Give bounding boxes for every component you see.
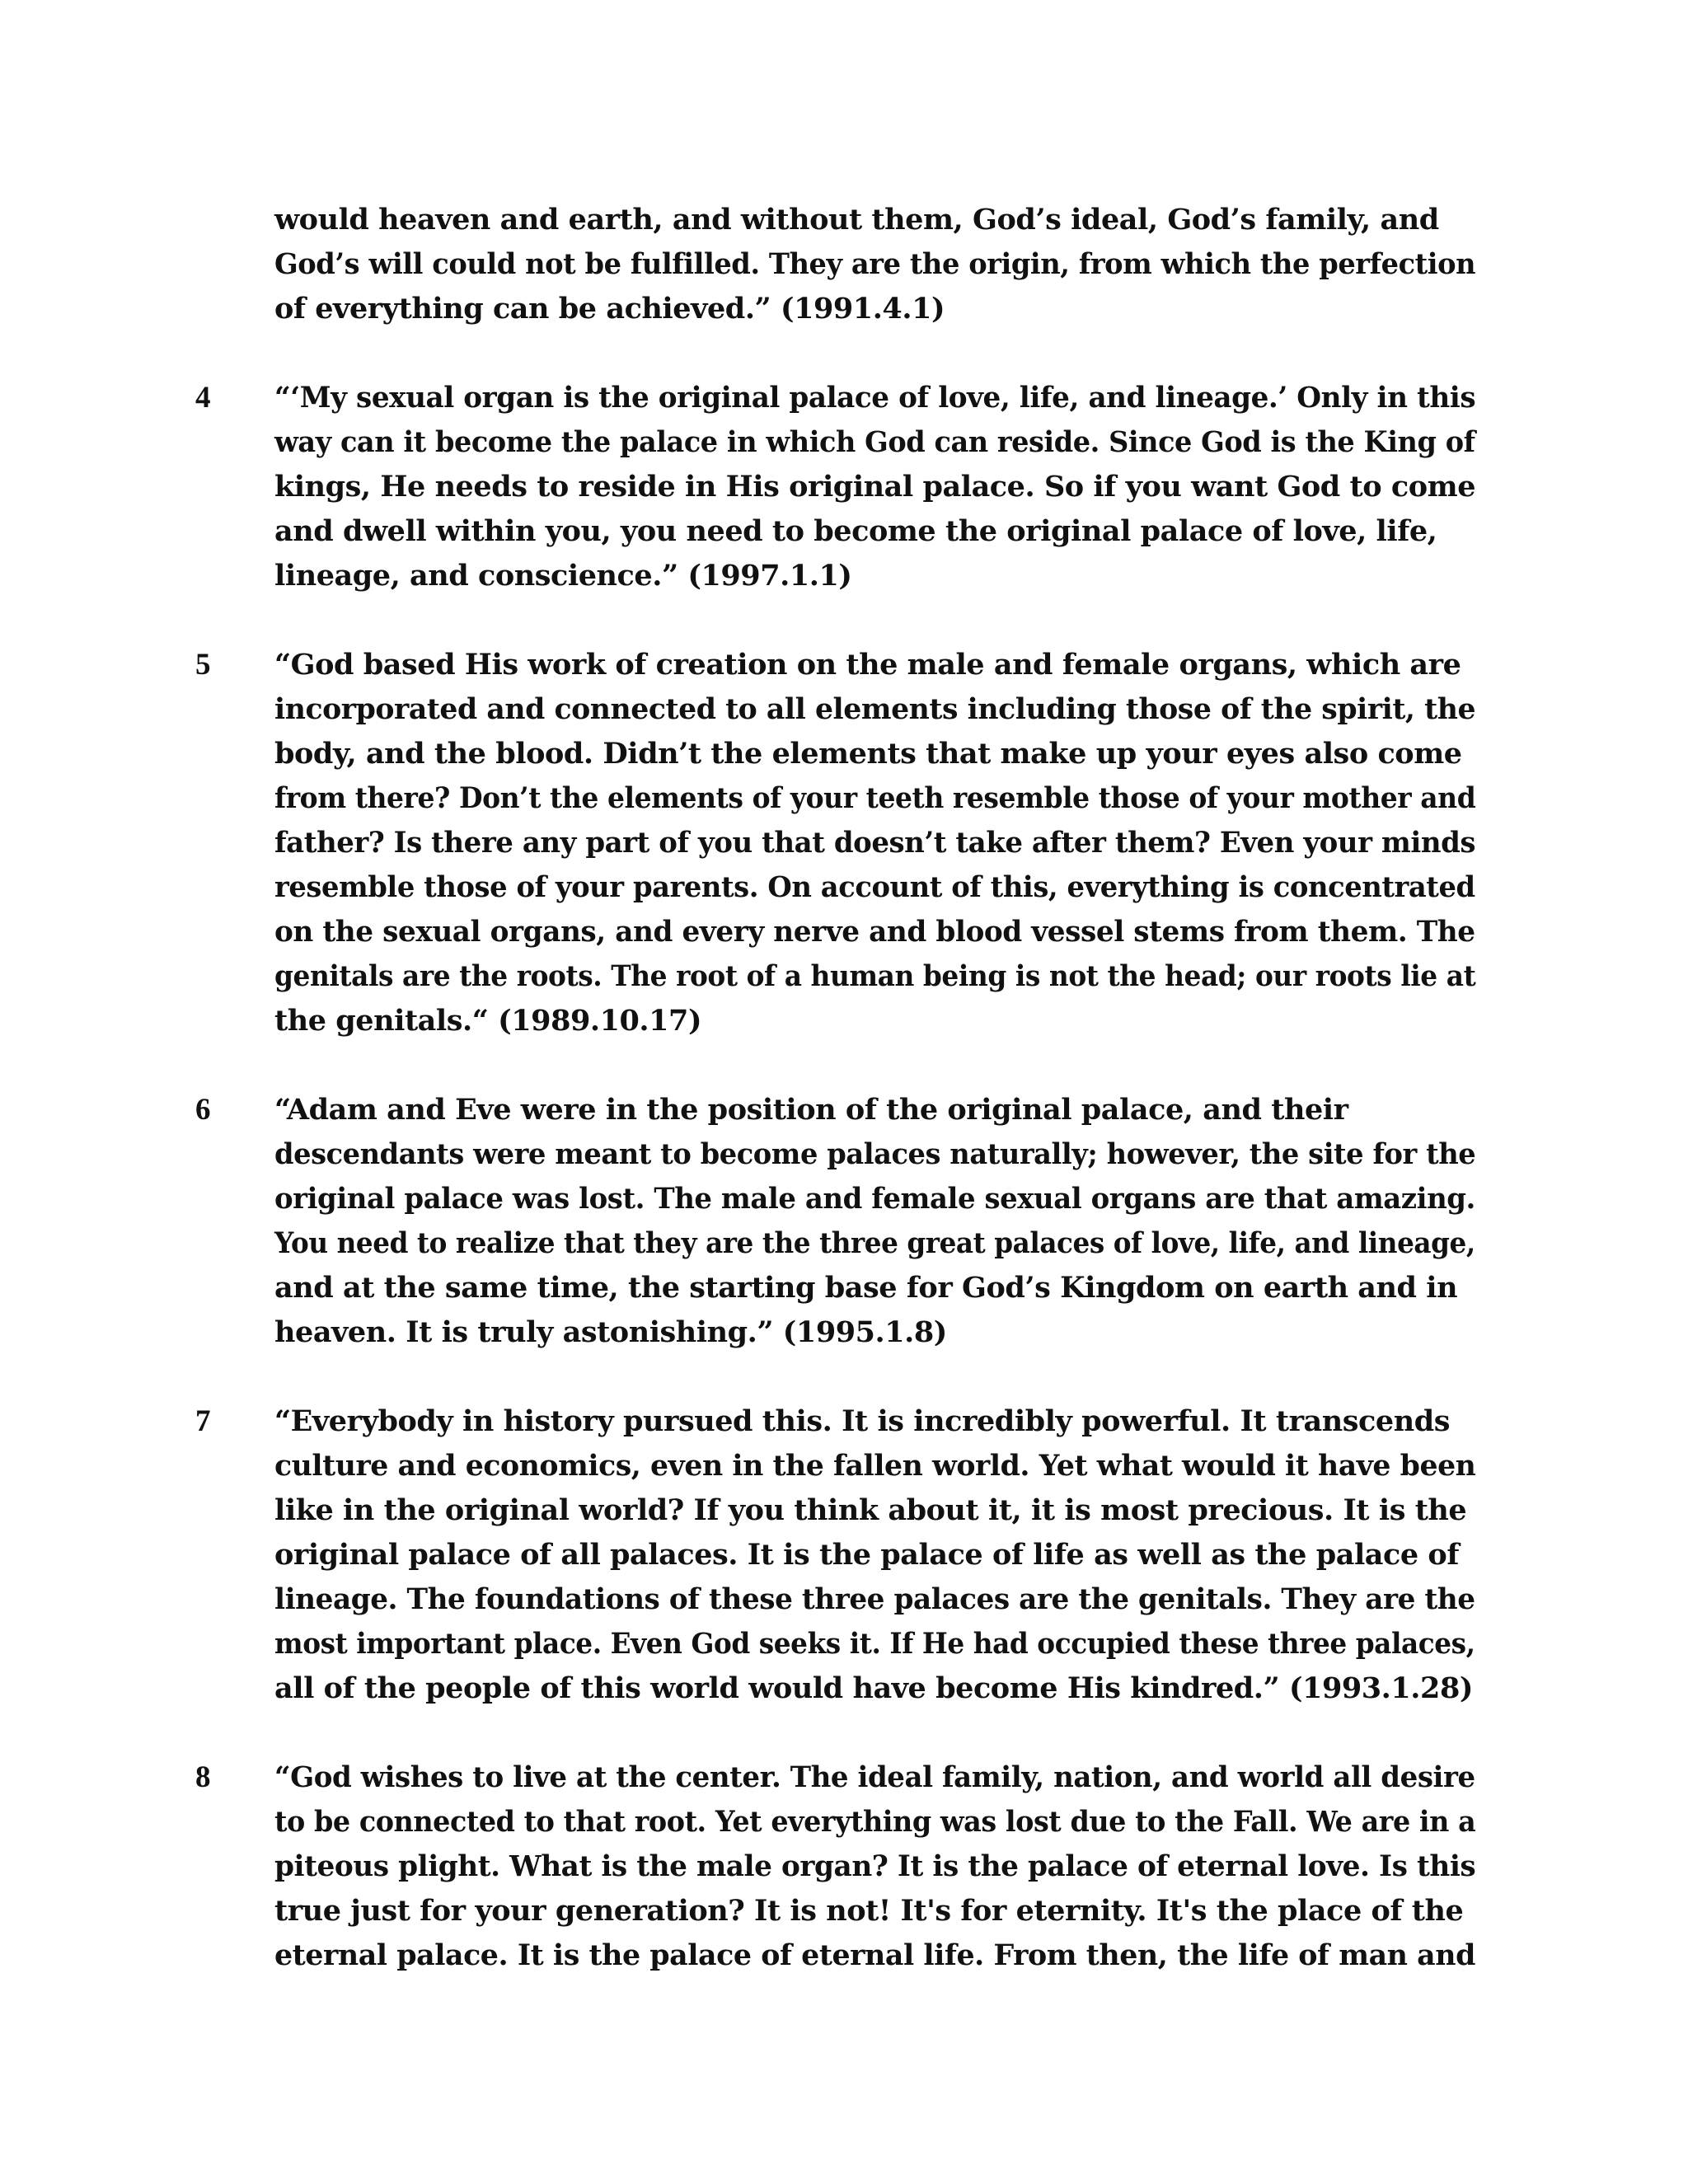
paragraph-line: on the sexual organs, and every nerve and blood vessel stems from them. The	[274, 915, 1475, 949]
paragraph-number: 7	[195, 1404, 211, 1438]
paragraph-line: descendants were meant to become palaces naturally; however, the site for the	[274, 1137, 1476, 1171]
paragraph-line: of everything can be achieved.” (1991.4.1)	[274, 292, 945, 326]
paragraph-line: way can it become the palace in which God can reside. Since God is the King of	[274, 425, 1475, 459]
paragraph-line: heaven. It is truly astonishing.” (1995.1.8)	[274, 1315, 947, 1349]
paragraph-number: 5	[195, 648, 211, 682]
paragraph-line: all of the people of this world would have become His kindred.” (1993.1.28)	[274, 1671, 1473, 1705]
paragraph-line: “God based His work of creation on the male and female organs, which are	[274, 648, 1461, 682]
paragraph-line: lineage, and conscience.” (1997.1.1)	[274, 559, 852, 593]
paragraph-line: kings, He needs to reside in His original palace. So if you want God to come	[274, 470, 1476, 504]
paragraph-line: lineage. The foundations of these three palaces are the genitals. They are the	[274, 1582, 1475, 1616]
paragraph-line: and at the same time, the starting base for God’s Kingdom on earth and in	[274, 1271, 1458, 1305]
paragraph-line: body, and the blood. Didn’t the elements that make up your eyes also come	[274, 737, 1462, 771]
paragraph-line: most important place. Even God seeks it. If He had occupied these three palaces,	[274, 1627, 1475, 1661]
paragraph-line: to be connected to that root. Yet everything was lost due to the Fall. We are in a	[274, 1805, 1476, 1839]
paragraph-line: “‘My sexual organ is the original palace of love, life, and lineage.’ Only in this	[274, 381, 1476, 415]
paragraph-line: true just for your generation? It is not! It's for eternity. It's the place of the	[274, 1894, 1464, 1928]
paragraph-line: You need to realize that they are the three great palaces of love, life, and lineage,	[274, 1226, 1475, 1260]
paragraph-line: from there? Don’t the elements of your teeth resemble those of your mother and	[274, 781, 1476, 815]
paragraph-line: would heaven and earth, and without them, God’s ideal, God’s family, and	[274, 203, 1439, 237]
paragraph-line: “God wishes to live at the center. The ideal family, nation, and world all desire	[274, 1760, 1475, 1794]
paragraph-line: like in the original world? If you think about it, it is most precious. It is the	[274, 1493, 1467, 1527]
paragraph-line: father? Is there any part of you that doesn’t take after them? Even your minds	[274, 826, 1476, 860]
paragraph-line: “Everybody in history pursued this. It is incredibly powerful. It transcends	[274, 1404, 1450, 1438]
paragraph-line: genitals are the roots. The root of a human being is not the head; our roots lie at	[274, 959, 1476, 993]
paragraph-number: 4	[195, 381, 211, 415]
paragraph-line: piteous plight. What is the male organ? It is the palace of eternal love. Is this	[274, 1849, 1476, 1883]
paragraph-line: “Adam and Eve were in the position of the original palace, and their	[274, 1093, 1348, 1127]
paragraph-line: original palace of all palaces. It is the palace of life as well as the palace of	[274, 1538, 1459, 1572]
paragraph-line: original palace was lost. The male and female sexual organs are that amazing.	[274, 1182, 1475, 1216]
paragraph-line: eternal palace. It is the palace of eternal life. From then, the life of man and	[274, 1938, 1476, 1972]
paragraph-line: culture and economics, even in the fallen world. Yet what would it have been	[274, 1449, 1476, 1483]
paragraph-line: resemble those of your parents. On account of this, everything is concentrated	[274, 870, 1475, 904]
paragraph-number: 8	[195, 1760, 211, 1794]
paragraph-line: God’s will could not be fulfilled. They are the origin, from which the perfection	[274, 247, 1476, 281]
paragraph-line: incorporated and connected to all elements including those of the spirit, the	[274, 692, 1476, 726]
paragraph-line: the genitals.“ (1989.10.17)	[274, 1004, 702, 1038]
paragraph-line: and dwell within you, you need to become the original palace of love, life,	[274, 514, 1437, 548]
paragraph-number: 6	[195, 1093, 211, 1127]
